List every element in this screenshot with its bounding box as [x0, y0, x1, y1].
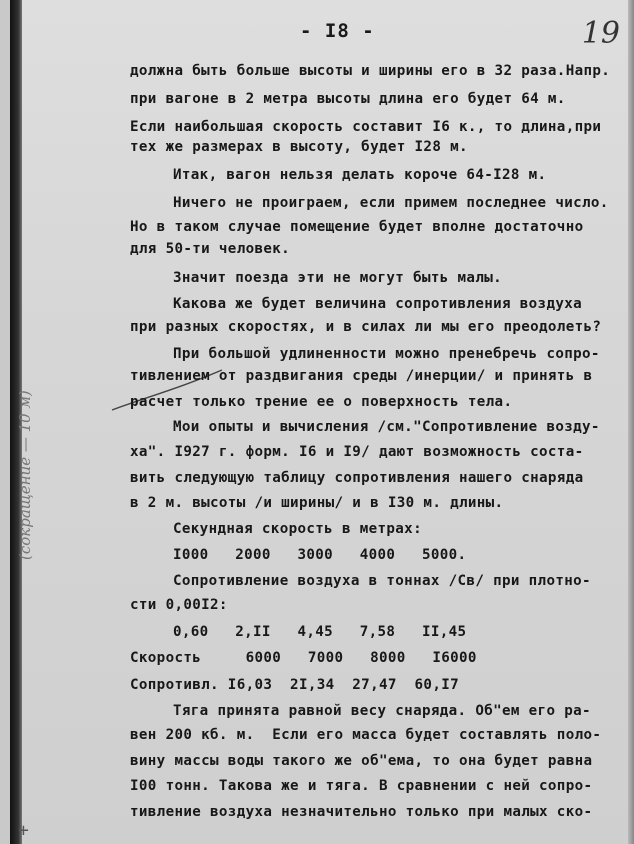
text-line: Но в таком случае помещение будет вполне достаточно — [130, 219, 584, 235]
text-line: должна быть больше высоты и ширины его в 32 раза.Напр. — [130, 63, 611, 79]
handwritten-margin-note: (сокращение — 10 м) — [16, 390, 34, 560]
text-line: Сопротивл. I6,03 2I,34 27,47 60,I7 — [130, 677, 459, 693]
text-line: Секундная скорость в метрах: — [173, 521, 422, 537]
text-line: Сопротивление воздуха в тоннах /Св/ при плотно- — [173, 573, 591, 589]
text-line: для 50-ти человек. — [130, 241, 291, 257]
text-line: Какова же будет величина сопротивления воздуха — [173, 296, 583, 312]
text-line: ха". I927 г. форм. I6 и I9/ дают возможность соста- — [130, 444, 584, 460]
text-line: Если наибольшая скорость составит I6 к., то длина,при — [130, 119, 602, 135]
text-line: Итак, вагон нельзя делать короче 64-I28 м. — [173, 167, 547, 183]
text-line: вить следующую таблицу сопротивления нашего снаряда — [130, 470, 584, 486]
text-line: расчет только трение ее о поверхность тела. — [130, 394, 513, 410]
text-line: Ничего не проиграем, если примем последнее число. — [173, 195, 609, 211]
document-page — [10, 0, 634, 844]
text-line: При большой удлиненности можно пренебречь сопро- — [173, 346, 600, 362]
text-line: вен 200 кб. м. Если его масса будет составлять поло- — [130, 727, 602, 743]
text-line: тех же размерах в высоту, будет I28 м. — [130, 139, 468, 155]
page-right-edge — [628, 0, 634, 844]
text-line: Тяга принята равной весу снаряда. Об"ем его ра- — [173, 703, 591, 719]
text-line: в 2 м. высоты /и ширины/ и в I30 м. длины. — [130, 495, 504, 511]
text-line: Значит поезда эти не могут быть малы. — [173, 270, 502, 286]
text-line: Мои опыты и вычисления /см."Сопротивление возду- — [173, 419, 600, 435]
text-line: Скорость 6000 7000 8000 I6000 — [130, 650, 477, 666]
text-line: I000 2000 3000 4000 5000. — [173, 547, 467, 563]
text-line: I00 тонн. Такова же и тяга. В сравнении с ней сопро- — [130, 778, 593, 794]
text-line: 0,60 2,II 4,45 7,58 II,45 — [173, 624, 467, 640]
margin-cross-mark: + — [18, 820, 29, 841]
text-line: тивлением от раздвигания среды /инерции/ и принять в — [130, 368, 593, 384]
text-line: при вагоне в 2 метра высоты длина его будет 64 м. — [130, 91, 566, 107]
text-line: вину массы воды такого же об"ема, то она будет равна — [130, 753, 593, 769]
handwritten-folio-number: 19 — [581, 16, 620, 51]
text-line: тивление воздуха незначительно только при малых ско- — [130, 804, 593, 820]
text-line: при разных скоростях, и в силах ли мы его преодолеть? — [130, 319, 602, 335]
page-number: - I8 - — [300, 20, 375, 42]
text-line: сти 0,00I2: — [130, 597, 228, 613]
